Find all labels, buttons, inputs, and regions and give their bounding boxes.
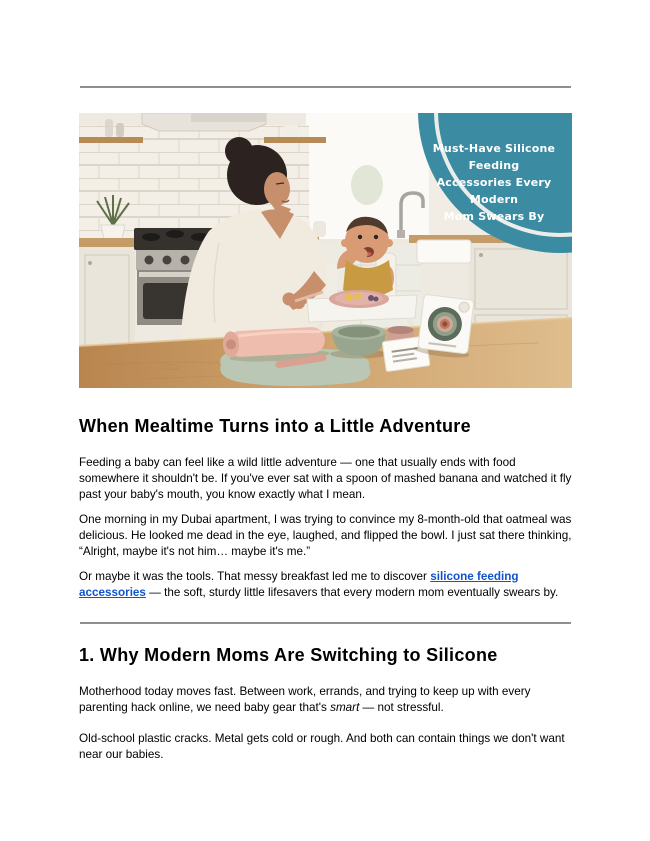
- smart-emphasis: smart: [330, 701, 360, 715]
- paragraph-link-before: Or maybe it was the tools. That messy breakfast led me to discover: [79, 570, 431, 583]
- badge-title-line2: Accessories Every Modern: [436, 176, 552, 206]
- paragraph-intro: Feeding a baby can feel like a wild little adventure — one that usually ends with food somewhere it shouldn't be. If you've ever sat with a spoon of mashed banana and watched it fly past your baby's mouth, you know exactly what I mean.: [79, 456, 572, 502]
- article-heading: When Mealtime Turns into a Little Adventure: [79, 416, 471, 436]
- counter-left: [79, 238, 139, 247]
- section-heading-1: 1. Why Modern Moms Are Switching to Silicone: [79, 645, 498, 665]
- silicone-feeding-accessories-link[interactable]: silicone feeding accessories: [79, 570, 519, 600]
- badge-title-line3: Mom Swears By: [443, 210, 545, 223]
- paragraph-motherhood-after: — not stressful.: [359, 701, 444, 715]
- badge-title-line1: Must-Have Silicone Feeding: [432, 142, 556, 172]
- paragraph-link: [79, 569, 572, 601]
- paragraph-link-after: — the soft, sturdy little lifesavers that every modern mom eventually swears by.: [145, 586, 559, 600]
- silicone-bowl: [330, 325, 388, 359]
- paragraph-motherhood: [79, 684, 572, 716]
- range-hood: [142, 113, 266, 131]
- paragraph-materials: Old-school plastic cracks. Metal gets cold or rough. And both can contain things we don't want near our babies.: [79, 732, 565, 762]
- badge-title: [418, 140, 570, 225]
- top-divider: [80, 86, 571, 88]
- hero-image: [79, 113, 572, 388]
- farmhouse-sink: [417, 240, 471, 263]
- paragraph-motherhood-before: Motherhood today moves fast. Between work, errands, and trying to keep up with every parenting hack online, we need baby gear that's: [79, 685, 531, 715]
- section-divider: [80, 622, 571, 624]
- paragraph-story: One morning in my Dubai apartment, I was trying to convince my 8-month-old that oatmeal was delicious. He looked me dead in the eye, laughed, and flipped the bowl. I just sat there thinking, “Alright, maybe it's not him… maybe it's me.”: [79, 513, 572, 559]
